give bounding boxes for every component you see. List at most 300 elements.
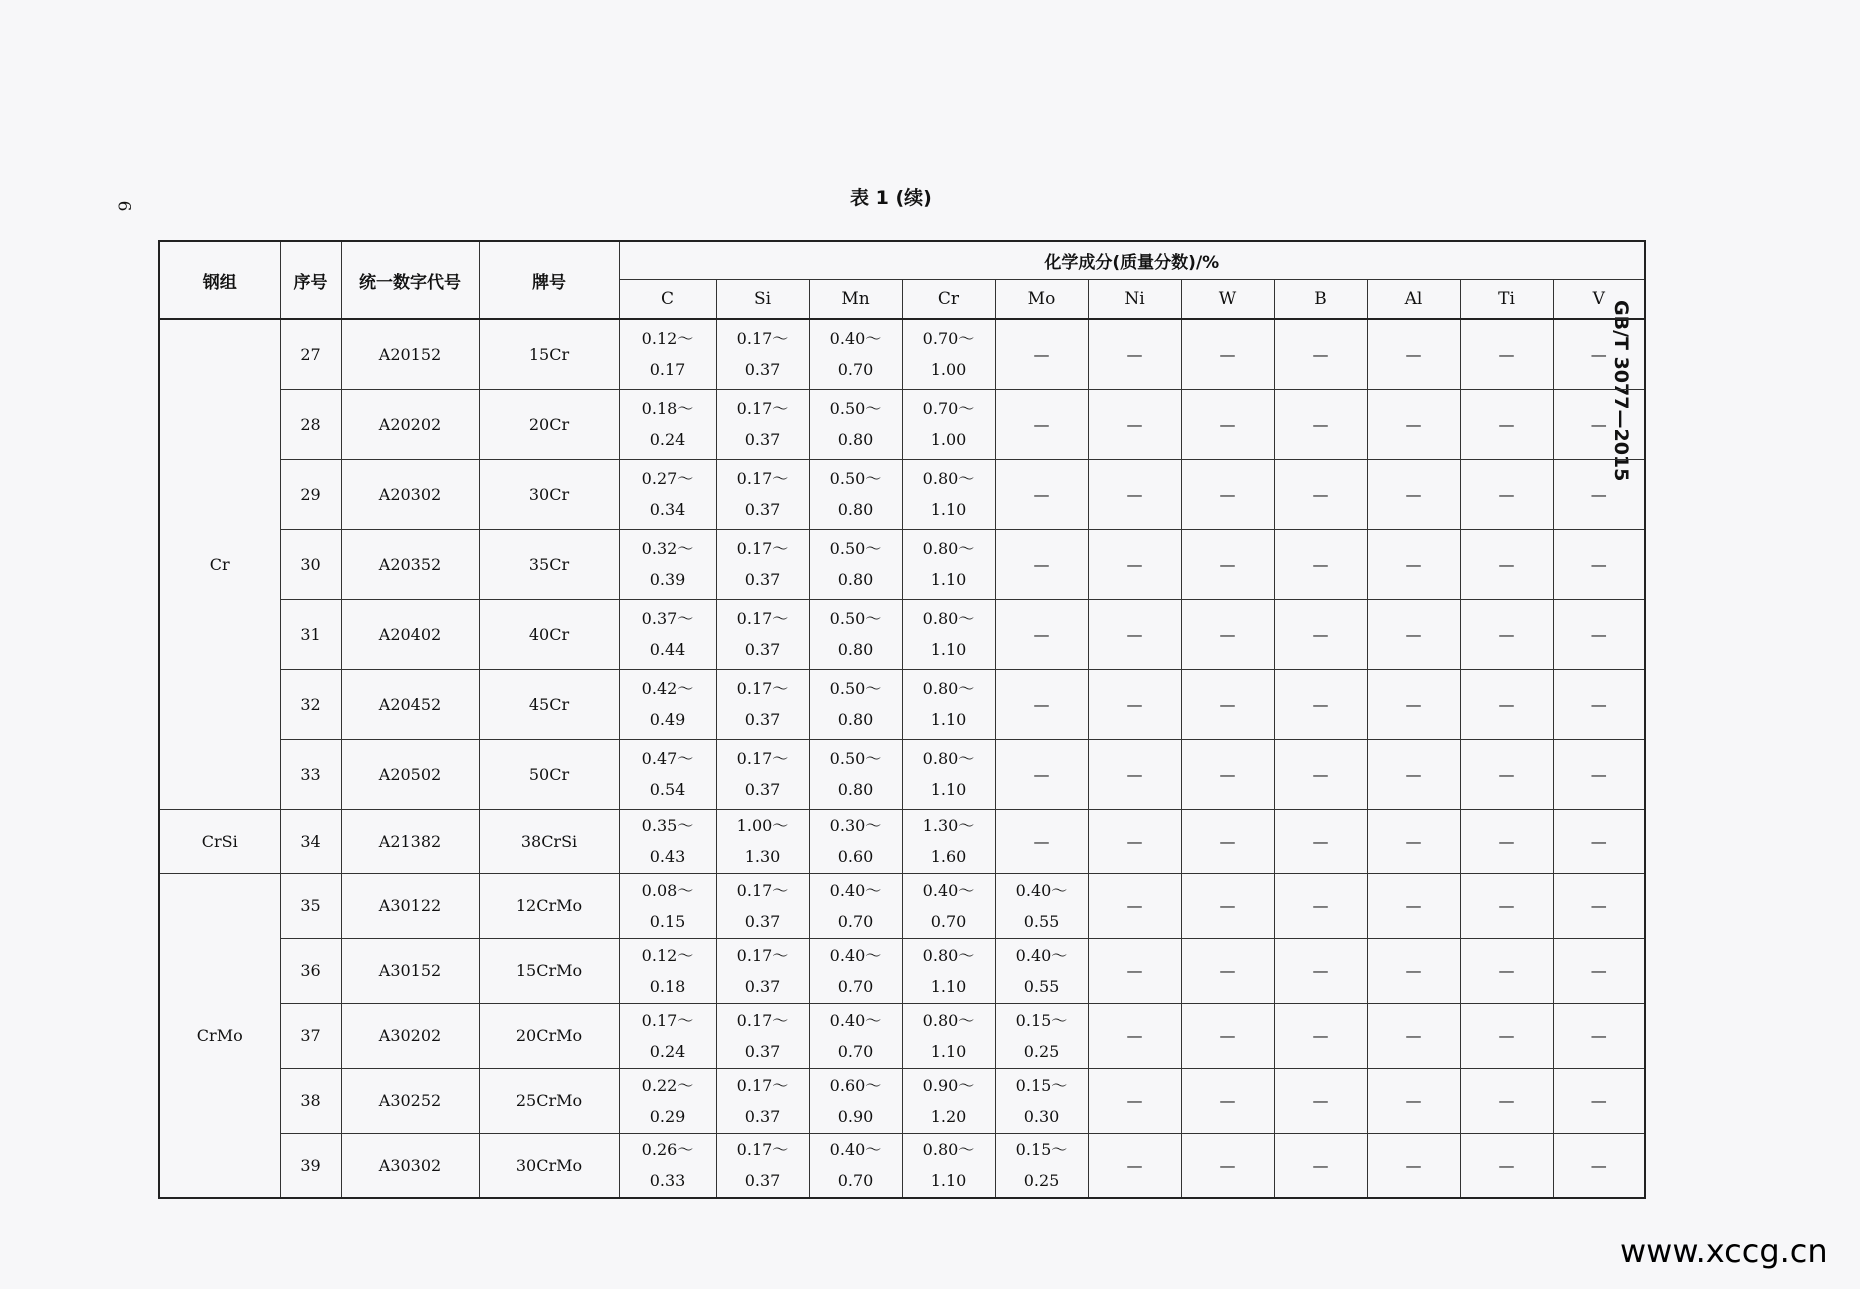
grade-cell: 15CrMo <box>479 938 619 1003</box>
range-low: 1.30～ <box>922 816 975 835</box>
range-low: 0.50～ <box>829 609 882 628</box>
range-high: 0.37 <box>744 640 781 659</box>
serial-cell: 30 <box>280 529 341 599</box>
element-cr-cell <box>902 938 995 1003</box>
range-low: — <box>1033 554 1050 574</box>
header-element-mn: Mn <box>809 279 902 319</box>
header-grade: 牌号 <box>479 241 619 319</box>
range-low: 0.80～ <box>922 945 975 965</box>
element-si-cell <box>716 739 809 809</box>
unified-code-cell: A20402 <box>341 599 479 669</box>
range-low: 0.40～ <box>1015 945 1068 965</box>
range-low: 0.40～ <box>829 1010 882 1030</box>
element-al-cell: — <box>1367 1003 1460 1068</box>
element-c-cell <box>619 1003 716 1068</box>
range-low: 0.47～ <box>641 749 694 768</box>
unified-code-cell: A21382 <box>341 809 479 873</box>
header-serial: 序号 <box>280 241 341 319</box>
range-high: 0.29 <box>649 1106 686 1126</box>
element-mo-cell <box>995 809 1088 873</box>
element-cr-cell <box>902 389 995 459</box>
element-v-cell: — <box>1553 1068 1645 1133</box>
element-c-cell <box>619 319 716 389</box>
element-w-cell: — <box>1181 599 1274 669</box>
range-low: 0.80～ <box>922 609 975 628</box>
grade-cell: 20CrMo <box>479 1003 619 1068</box>
range-low: 0.32～ <box>641 539 694 558</box>
element-b-cell: — <box>1274 739 1367 809</box>
grade-cell: 25CrMo <box>479 1068 619 1133</box>
element-cr-cell <box>902 669 995 739</box>
range-high: 0.70 <box>837 976 874 996</box>
element-b-cell: — <box>1274 1133 1367 1198</box>
element-si-cell <box>716 809 809 873</box>
range-low: 0.17～ <box>736 469 789 488</box>
element-c-cell <box>619 389 716 459</box>
element-cr-cell <box>902 809 995 873</box>
range-low: — <box>1033 344 1050 364</box>
header-element-v: V <box>1553 279 1645 319</box>
element-mn-cell <box>809 739 902 809</box>
range-low: 0.40～ <box>829 329 882 349</box>
element-si-cell <box>716 938 809 1003</box>
header-element-cr: Cr <box>902 279 995 319</box>
range-high: 0.80 <box>837 640 874 659</box>
header-group: 钢组 <box>159 241 280 319</box>
range-low: 0.27～ <box>641 469 694 488</box>
element-al-cell: — <box>1367 1133 1460 1198</box>
element-cr-cell <box>902 873 995 938</box>
unified-code-cell: A30202 <box>341 1003 479 1068</box>
element-ti-cell: — <box>1460 809 1553 873</box>
grade-cell: 15Cr <box>479 319 619 389</box>
element-cr-cell <box>902 599 995 669</box>
range-low: — <box>1033 414 1050 434</box>
range-low: 0.80～ <box>922 1140 975 1160</box>
range-high: 0.80 <box>837 500 874 519</box>
element-si-cell <box>716 599 809 669</box>
range-low: 0.40～ <box>829 880 882 900</box>
element-v-cell: — <box>1553 599 1645 669</box>
range-low: 0.17～ <box>736 399 789 418</box>
range-low: — <box>1033 831 1050 851</box>
range-high: 1.20 <box>930 1106 967 1126</box>
serial-cell: 35 <box>280 873 341 938</box>
element-al-cell: — <box>1367 319 1460 389</box>
range-high: 0.54 <box>649 780 686 799</box>
table-row <box>159 389 1645 459</box>
standard-code: GB/T 3077—2015 <box>1610 300 1632 482</box>
element-al-cell: — <box>1367 669 1460 739</box>
element-al-cell: — <box>1367 938 1460 1003</box>
serial-cell: 31 <box>280 599 341 669</box>
element-w-cell: — <box>1181 809 1274 873</box>
element-ti-cell: — <box>1460 938 1553 1003</box>
element-mo-cell <box>995 739 1088 809</box>
range-high: 0.43 <box>649 847 686 866</box>
range-low: 0.40～ <box>922 880 975 900</box>
header-element-b: B <box>1274 279 1367 319</box>
element-w-cell: — <box>1181 873 1274 938</box>
element-b-cell: — <box>1274 873 1367 938</box>
range-high: 0.55 <box>1023 976 1060 996</box>
range-high: 0.37 <box>744 710 781 729</box>
range-low: — <box>1033 484 1050 504</box>
range-high: 0.90 <box>837 1106 874 1126</box>
element-c-cell <box>619 1068 716 1133</box>
range-high: 1.10 <box>930 1041 967 1061</box>
element-c-cell <box>619 529 716 599</box>
element-v-cell: — <box>1553 1133 1645 1198</box>
range-low: 0.12～ <box>641 329 694 349</box>
element-cr-cell <box>902 1003 995 1068</box>
range-low: 0.17～ <box>736 1075 789 1095</box>
element-ni-cell: — <box>1088 873 1181 938</box>
element-b-cell: — <box>1274 319 1367 389</box>
range-high: 0.39 <box>649 570 686 589</box>
steel-group-cell: CrSi <box>159 809 280 873</box>
element-ni-cell: — <box>1088 529 1181 599</box>
range-low: 0.18～ <box>641 399 694 418</box>
element-b-cell: — <box>1274 529 1367 599</box>
element-w-cell: — <box>1181 669 1274 739</box>
range-high: 0.37 <box>744 430 781 449</box>
range-high: 1.10 <box>930 570 967 589</box>
range-high: 0.30 <box>1023 1106 1060 1126</box>
element-v-cell: — <box>1553 389 1645 459</box>
table-row <box>159 1133 1645 1198</box>
element-ti-cell: — <box>1460 1003 1553 1068</box>
range-low: 0.50～ <box>829 749 882 768</box>
range-low: 0.30～ <box>829 816 882 835</box>
element-si-cell <box>716 1003 809 1068</box>
element-v-cell: — <box>1553 669 1645 739</box>
element-c-cell <box>619 809 716 873</box>
element-al-cell: — <box>1367 389 1460 459</box>
element-mn-cell <box>809 599 902 669</box>
range-low: 0.37～ <box>641 609 694 628</box>
range-high: 0.44 <box>649 640 686 659</box>
element-c-cell <box>619 1133 716 1198</box>
range-high: 0.49 <box>649 710 686 729</box>
range-high: 1.10 <box>930 1171 967 1191</box>
element-al-cell: — <box>1367 739 1460 809</box>
range-high: 1.10 <box>930 976 967 996</box>
element-b-cell: — <box>1274 1003 1367 1068</box>
range-low: 0.17～ <box>736 329 789 349</box>
element-cr-cell <box>902 1133 995 1198</box>
range-low: 0.60～ <box>829 1075 882 1095</box>
element-mo-cell <box>995 1003 1088 1068</box>
range-low: 0.17～ <box>736 880 789 900</box>
range-low: 0.17～ <box>736 945 789 965</box>
range-low: 0.08～ <box>641 880 694 900</box>
header-element-al: Al <box>1367 279 1460 319</box>
element-mo-cell <box>995 669 1088 739</box>
element-ti-cell: — <box>1460 599 1553 669</box>
range-high: 0.15 <box>649 911 686 931</box>
element-c-cell <box>619 599 716 669</box>
range-low: 0.50～ <box>829 539 882 558</box>
element-ni-cell: — <box>1088 809 1181 873</box>
header-element-mo: Mo <box>995 279 1088 319</box>
table-row <box>159 459 1645 529</box>
range-low: 0.17～ <box>641 1010 694 1030</box>
element-w-cell: — <box>1181 319 1274 389</box>
serial-cell: 33 <box>280 739 341 809</box>
element-mo-cell <box>995 938 1088 1003</box>
element-al-cell: — <box>1367 809 1460 873</box>
element-w-cell: — <box>1181 1003 1274 1068</box>
unified-code-cell: A30152 <box>341 938 479 1003</box>
element-ni-cell: — <box>1088 459 1181 529</box>
element-si-cell <box>716 1068 809 1133</box>
range-low: 0.22～ <box>641 1075 694 1095</box>
unified-code-cell: A20302 <box>341 459 479 529</box>
element-v-cell: — <box>1553 529 1645 599</box>
element-w-cell: — <box>1181 1068 1274 1133</box>
range-high: 0.18 <box>649 976 686 996</box>
element-ti-cell: — <box>1460 1068 1553 1133</box>
range-high: 0.37 <box>744 780 781 799</box>
element-si-cell <box>716 459 809 529</box>
element-mo-cell <box>995 529 1088 599</box>
element-mo-cell <box>995 873 1088 938</box>
range-low: 0.70～ <box>922 399 975 418</box>
element-ni-cell: — <box>1088 938 1181 1003</box>
range-low: 0.50～ <box>829 399 882 418</box>
element-cr-cell <box>902 1068 995 1133</box>
element-mo-cell <box>995 599 1088 669</box>
element-mn-cell <box>809 319 902 389</box>
range-high: 1.10 <box>930 640 967 659</box>
element-mn-cell <box>809 389 902 459</box>
range-low: 0.40～ <box>829 945 882 965</box>
range-high: 1.00 <box>930 430 967 449</box>
range-high: 0.37 <box>744 911 781 931</box>
range-low: 0.15～ <box>1015 1010 1068 1030</box>
grade-cell: 38CrSi <box>479 809 619 873</box>
element-mn-cell <box>809 873 902 938</box>
element-ti-cell: — <box>1460 739 1553 809</box>
grade-cell: 40Cr <box>479 599 619 669</box>
range-low: 0.17～ <box>736 539 789 558</box>
table-row <box>159 1003 1645 1068</box>
range-high: 0.37 <box>744 500 781 519</box>
header-element-ti: Ti <box>1460 279 1553 319</box>
serial-cell: 28 <box>280 389 341 459</box>
element-w-cell: — <box>1181 739 1274 809</box>
range-high: 1.10 <box>930 500 967 519</box>
grade-cell: 20Cr <box>479 389 619 459</box>
element-b-cell: — <box>1274 389 1367 459</box>
element-b-cell: — <box>1274 938 1367 1003</box>
table-row <box>159 873 1645 938</box>
element-ni-cell: — <box>1088 599 1181 669</box>
table-row <box>159 669 1645 739</box>
unified-code-cell: A20352 <box>341 529 479 599</box>
element-mn-cell <box>809 938 902 1003</box>
watermark: www.xccg.cn <box>1620 1232 1828 1270</box>
header-unified-code: 统一数字代号 <box>341 241 479 319</box>
table-row <box>159 1068 1645 1133</box>
range-high: 0.80 <box>837 430 874 449</box>
element-mn-cell <box>809 459 902 529</box>
element-si-cell <box>716 1133 809 1198</box>
element-mo-cell <box>995 1133 1088 1198</box>
table-row <box>159 739 1645 809</box>
element-c-cell <box>619 739 716 809</box>
unified-code-cell: A30252 <box>341 1068 479 1133</box>
element-w-cell: — <box>1181 529 1274 599</box>
unified-code-cell: A20452 <box>341 669 479 739</box>
range-high: 1.60 <box>930 847 967 866</box>
element-cr-cell <box>902 459 995 529</box>
element-mn-cell <box>809 1068 902 1133</box>
element-ti-cell: — <box>1460 669 1553 739</box>
grade-cell: 12CrMo <box>479 873 619 938</box>
element-w-cell: — <box>1181 459 1274 529</box>
range-low: 0.40～ <box>829 1140 882 1160</box>
element-ni-cell: — <box>1088 1133 1181 1198</box>
range-high: 1.10 <box>930 780 967 799</box>
range-low: 0.80～ <box>922 1010 975 1030</box>
element-si-cell <box>716 319 809 389</box>
range-high: 0.80 <box>837 780 874 799</box>
element-c-cell <box>619 669 716 739</box>
unified-code-cell: A20152 <box>341 319 479 389</box>
range-low: 0.15～ <box>1015 1140 1068 1160</box>
element-v-cell: — <box>1553 319 1645 389</box>
grade-cell: 45Cr <box>479 669 619 739</box>
range-low: 0.80～ <box>922 469 975 488</box>
range-low: 0.50～ <box>829 469 882 488</box>
range-low: 0.70～ <box>922 329 975 349</box>
grade-cell: 30CrMo <box>479 1133 619 1198</box>
element-c-cell <box>619 938 716 1003</box>
element-mn-cell <box>809 1133 902 1198</box>
element-w-cell: — <box>1181 938 1274 1003</box>
element-ti-cell: — <box>1460 529 1553 599</box>
element-b-cell: — <box>1274 459 1367 529</box>
range-high: 0.34 <box>649 500 686 519</box>
element-al-cell: — <box>1367 459 1460 529</box>
element-b-cell: — <box>1274 809 1367 873</box>
element-al-cell: — <box>1367 599 1460 669</box>
range-high: 1.00 <box>930 360 967 380</box>
serial-cell: 36 <box>280 938 341 1003</box>
element-mn-cell <box>809 669 902 739</box>
range-low: 0.80～ <box>922 539 975 558</box>
element-ni-cell: — <box>1088 1068 1181 1133</box>
element-ti-cell: — <box>1460 389 1553 459</box>
element-mo-cell <box>995 1068 1088 1133</box>
element-si-cell <box>716 669 809 739</box>
table-caption: 表 1 (续) <box>850 187 932 209</box>
steel-group-cell: Cr <box>159 319 280 809</box>
element-v-cell: — <box>1553 739 1645 809</box>
range-high: 0.24 <box>649 430 686 449</box>
element-ti-cell: — <box>1460 1133 1553 1198</box>
range-low: 0.50～ <box>829 679 882 698</box>
range-high: 0.70 <box>837 1041 874 1061</box>
element-si-cell <box>716 389 809 459</box>
serial-cell: 39 <box>280 1133 341 1198</box>
serial-cell: 29 <box>280 459 341 529</box>
element-cr-cell <box>902 319 995 389</box>
range-low: 0.15～ <box>1015 1075 1068 1095</box>
range-low: 0.17～ <box>736 1010 789 1030</box>
range-low: 0.35～ <box>641 816 694 835</box>
header-element-c: C <box>619 279 716 319</box>
range-low: 0.17～ <box>736 749 789 768</box>
element-c-cell <box>619 459 716 529</box>
range-low: 0.42～ <box>641 679 694 698</box>
element-v-cell: — <box>1553 938 1645 1003</box>
serial-cell: 34 <box>280 809 341 873</box>
element-v-cell: — <box>1553 1003 1645 1068</box>
range-high: 0.33 <box>649 1171 686 1191</box>
range-low: 0.90～ <box>922 1075 975 1095</box>
unified-code-cell: A30302 <box>341 1133 479 1198</box>
serial-cell: 27 <box>280 319 341 389</box>
element-v-cell: — <box>1553 459 1645 529</box>
range-low: 0.17～ <box>736 1140 789 1160</box>
header-element-w: W <box>1181 279 1274 319</box>
element-ni-cell: — <box>1088 669 1181 739</box>
element-mo-cell <box>995 389 1088 459</box>
element-v-cell: — <box>1553 809 1645 873</box>
element-b-cell: — <box>1274 1068 1367 1133</box>
header-element-si: Si <box>716 279 809 319</box>
header-element-ni: Ni <box>1088 279 1181 319</box>
table-row <box>159 599 1645 669</box>
element-b-cell: — <box>1274 669 1367 739</box>
range-high: 0.70 <box>837 911 874 931</box>
serial-cell: 37 <box>280 1003 341 1068</box>
range-low: — <box>1033 694 1050 714</box>
range-high: 1.30 <box>744 847 781 866</box>
element-w-cell: — <box>1181 389 1274 459</box>
range-high: 1.10 <box>930 710 967 729</box>
element-ti-cell: — <box>1460 319 1553 389</box>
range-high: 0.37 <box>744 1041 781 1061</box>
range-high: 0.37 <box>744 570 781 589</box>
range-high: 0.80 <box>837 570 874 589</box>
table-row <box>159 529 1645 599</box>
range-high: 0.70 <box>837 1171 874 1191</box>
range-high: 0.37 <box>744 976 781 996</box>
element-cr-cell <box>902 739 995 809</box>
element-ni-cell: — <box>1088 739 1181 809</box>
unified-code-cell: A30122 <box>341 873 479 938</box>
element-c-cell <box>619 873 716 938</box>
element-mn-cell <box>809 809 902 873</box>
grade-cell: 30Cr <box>479 459 619 529</box>
range-high: 0.25 <box>1023 1171 1060 1191</box>
range-high: 0.70 <box>930 911 967 931</box>
element-v-cell: — <box>1553 873 1645 938</box>
element-al-cell: — <box>1367 529 1460 599</box>
element-ni-cell: — <box>1088 389 1181 459</box>
range-high: 0.25 <box>1023 1041 1060 1061</box>
range-high: 0.80 <box>837 710 874 729</box>
range-high: 0.70 <box>837 360 874 380</box>
range-low: 0.12～ <box>641 945 694 965</box>
element-mo-cell <box>995 459 1088 529</box>
table-row <box>159 938 1645 1003</box>
element-mn-cell <box>809 1003 902 1068</box>
